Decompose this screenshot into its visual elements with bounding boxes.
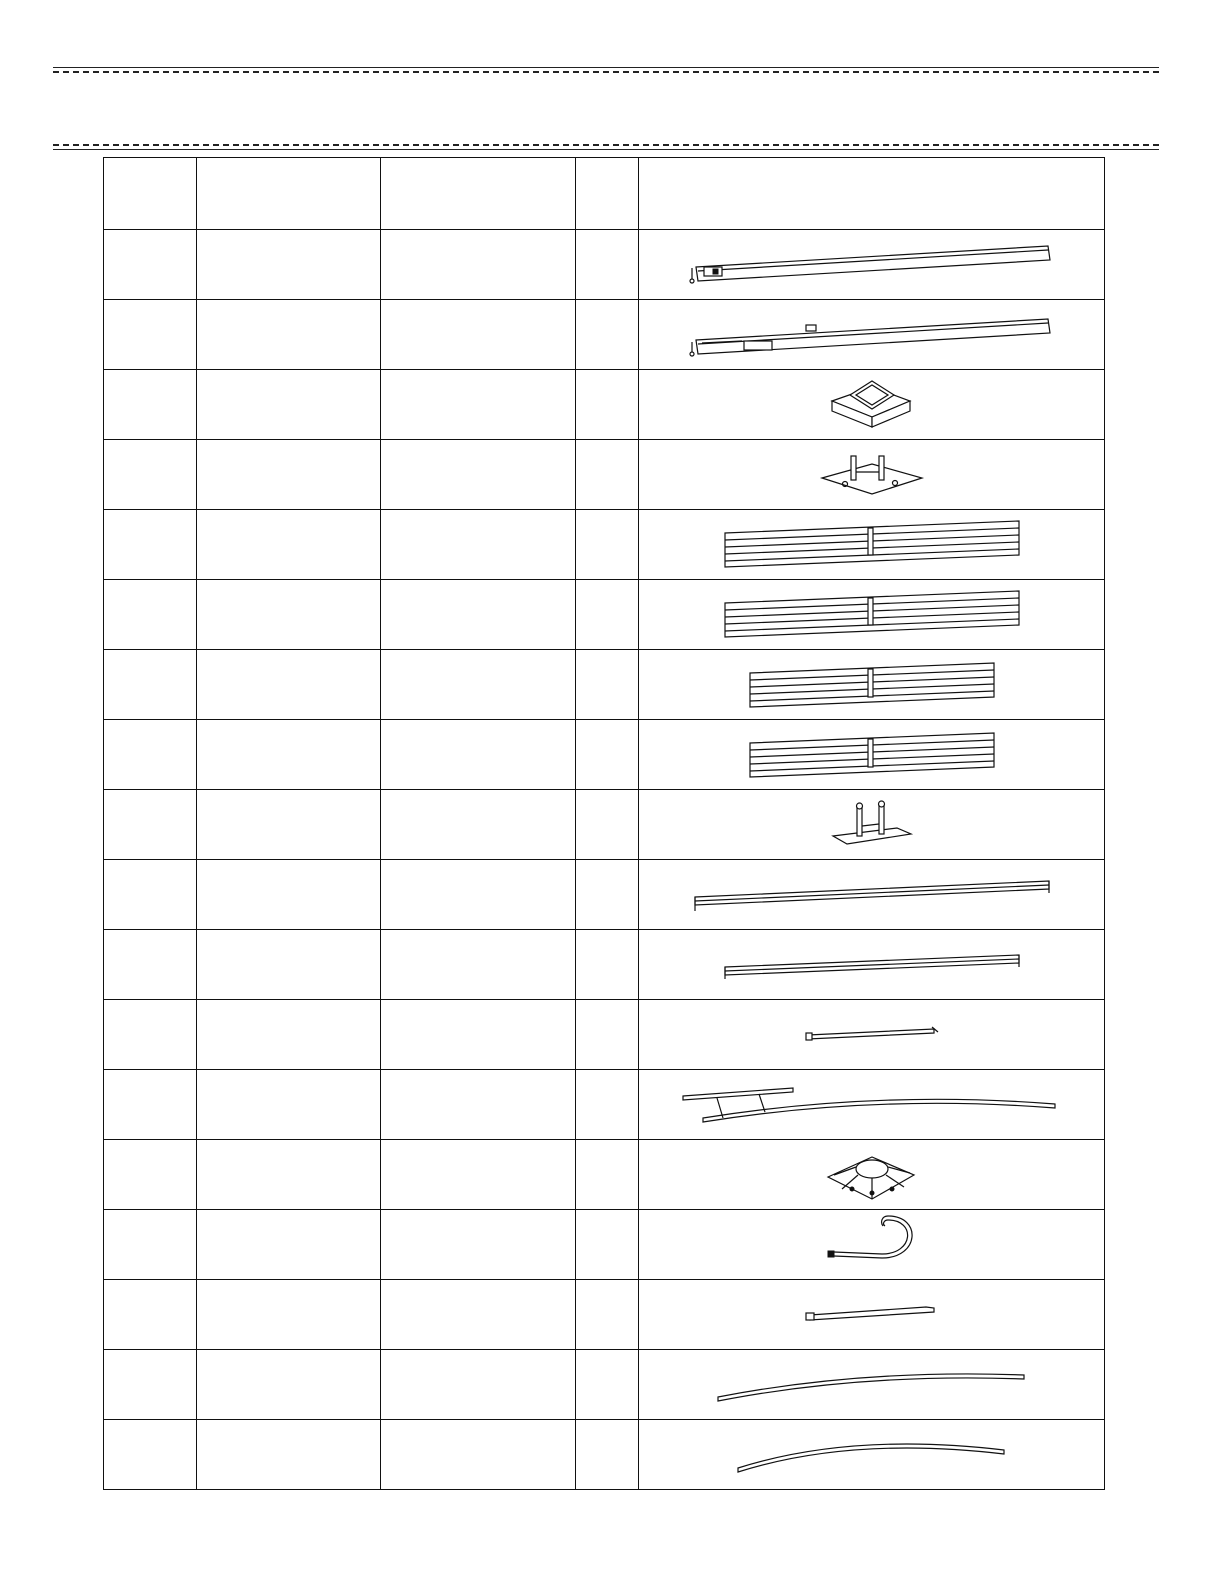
table-row: [104, 1070, 1105, 1140]
image-cell: [639, 1210, 1105, 1280]
name-cell: [197, 1070, 381, 1140]
short-slatted-panel-icon: [742, 659, 1002, 711]
part-cell: [104, 860, 197, 930]
part-cell: [104, 930, 197, 1000]
qty-cell: [576, 1140, 639, 1210]
qty-cell: [576, 1070, 639, 1140]
table-row: [104, 1420, 1105, 1490]
spec-cell: [381, 300, 576, 370]
short-rod-icon: [802, 1020, 942, 1050]
spec-cell: [381, 1000, 576, 1070]
image-cell: [639, 790, 1105, 860]
base-plate-bracket-icon: [817, 450, 927, 500]
qty-cell: [576, 580, 639, 650]
image-cell: [639, 720, 1105, 790]
bottom-rule: [53, 149, 1159, 150]
image-cell: [639, 1280, 1105, 1350]
name-cell: [197, 930, 381, 1000]
table-row: [104, 440, 1105, 510]
table-row: [104, 370, 1105, 440]
column-header: [104, 158, 197, 230]
qty-cell: [576, 510, 639, 580]
table-row: [104, 580, 1105, 650]
part-cell: [104, 1140, 197, 1210]
page-title: [53, 90, 1159, 130]
spec-cell: [381, 1420, 576, 1490]
long-slatted-panel-icon: [717, 519, 1027, 571]
medium-beam-icon: [717, 945, 1027, 985]
qty-cell: [576, 790, 639, 860]
name-cell: [197, 580, 381, 650]
name-cell: [197, 510, 381, 580]
image-cell: [639, 1140, 1105, 1210]
name-cell: [197, 300, 381, 370]
name-cell: [197, 1420, 381, 1490]
part-cell: [104, 230, 197, 300]
long-beam-icon: [687, 875, 1057, 915]
name-cell: [197, 230, 381, 300]
image-cell: [639, 860, 1105, 930]
name-cell: [197, 1280, 381, 1350]
spec-cell: [381, 580, 576, 650]
spec-cell: [381, 1350, 576, 1420]
spec-cell: [381, 1280, 576, 1350]
post-rail-icon: [672, 240, 1072, 290]
name-cell: [197, 370, 381, 440]
table-row: [104, 720, 1105, 790]
table-row: [104, 300, 1105, 370]
part-cell: [104, 300, 197, 370]
name-cell: [197, 790, 381, 860]
image-cell: [639, 1420, 1105, 1490]
bottom-dashed-rule: [53, 144, 1159, 146]
table-row: [104, 860, 1105, 930]
column-header: [381, 158, 576, 230]
name-cell: [197, 1210, 381, 1280]
spec-cell: [381, 720, 576, 790]
table-row: [104, 1210, 1105, 1280]
qty-cell: [576, 230, 639, 300]
qty-cell: [576, 1210, 639, 1280]
name-cell: [197, 1140, 381, 1210]
spec-cell: [381, 1210, 576, 1280]
image-cell: [639, 300, 1105, 370]
part-cell: [104, 440, 197, 510]
part-cell: [104, 510, 197, 580]
spec-cell: [381, 860, 576, 930]
roof-hub-connector-icon: [822, 1145, 922, 1205]
top-dashed-rule: [53, 71, 1159, 73]
spec-cell: [381, 370, 576, 440]
image-cell: [639, 440, 1105, 510]
post-base-cover-icon: [822, 377, 922, 433]
table-row: [104, 230, 1105, 300]
qty-cell: [576, 1350, 639, 1420]
qty-cell: [576, 720, 639, 790]
name-cell: [197, 1000, 381, 1070]
spec-cell: [381, 650, 576, 720]
name-cell: [197, 1350, 381, 1420]
part-cell: [104, 1210, 197, 1280]
part-cell: [104, 720, 197, 790]
column-header: [639, 158, 1105, 230]
image-cell: [639, 580, 1105, 650]
qty-cell: [576, 860, 639, 930]
part-cell: [104, 1000, 197, 1070]
part-cell: [104, 1420, 197, 1490]
image-cell: [639, 1070, 1105, 1140]
image-cell: [639, 650, 1105, 720]
short-tapered-rod-icon: [802, 1300, 942, 1330]
post-rail-with-tab-icon: [672, 310, 1072, 360]
hook-icon: [822, 1214, 922, 1276]
spec-cell: [381, 930, 576, 1000]
spec-cell: [381, 790, 576, 860]
part-cell: [104, 1350, 197, 1420]
image-cell: [639, 930, 1105, 1000]
parts-table: [103, 157, 1105, 1490]
curved-rod-icon: [712, 1363, 1032, 1407]
table-row: [104, 1000, 1105, 1070]
spec-cell: [381, 1140, 576, 1210]
small-bracket-icon: [827, 798, 917, 852]
qty-cell: [576, 300, 639, 370]
part-cell: [104, 370, 197, 440]
top-rule: [53, 67, 1159, 68]
qty-cell: [576, 370, 639, 440]
name-cell: [197, 650, 381, 720]
image-cell: [639, 230, 1105, 300]
part-cell: [104, 790, 197, 860]
qty-cell: [576, 650, 639, 720]
qty-cell: [576, 930, 639, 1000]
spec-cell: [381, 230, 576, 300]
table-row: [104, 510, 1105, 580]
name-cell: [197, 720, 381, 790]
qty-cell: [576, 1280, 639, 1350]
spec-cell: [381, 440, 576, 510]
part-cell: [104, 580, 197, 650]
arched-rod-icon: [732, 1432, 1012, 1478]
qty-cell: [576, 1000, 639, 1070]
table-row: [104, 650, 1105, 720]
short-slatted-panel-icon: [742, 729, 1002, 781]
table-row: [104, 930, 1105, 1000]
table-row: [104, 1280, 1105, 1350]
long-slatted-panel-icon: [717, 589, 1027, 641]
table-header-row: [104, 158, 1105, 230]
table-row: [104, 1140, 1105, 1210]
column-header: [576, 158, 639, 230]
name-cell: [197, 440, 381, 510]
image-cell: [639, 1350, 1105, 1420]
qty-cell: [576, 440, 639, 510]
column-header: [197, 158, 381, 230]
part-cell: [104, 650, 197, 720]
part-cell: [104, 1070, 197, 1140]
table-row: [104, 790, 1105, 860]
name-cell: [197, 860, 381, 930]
image-cell: [639, 1000, 1105, 1070]
part-cell: [104, 1280, 197, 1350]
curved-rafter-with-brace-icon: [677, 1080, 1067, 1130]
spec-cell: [381, 510, 576, 580]
image-cell: [639, 510, 1105, 580]
table-row: [104, 1350, 1105, 1420]
spec-cell: [381, 1070, 576, 1140]
qty-cell: [576, 1420, 639, 1490]
image-cell: [639, 370, 1105, 440]
